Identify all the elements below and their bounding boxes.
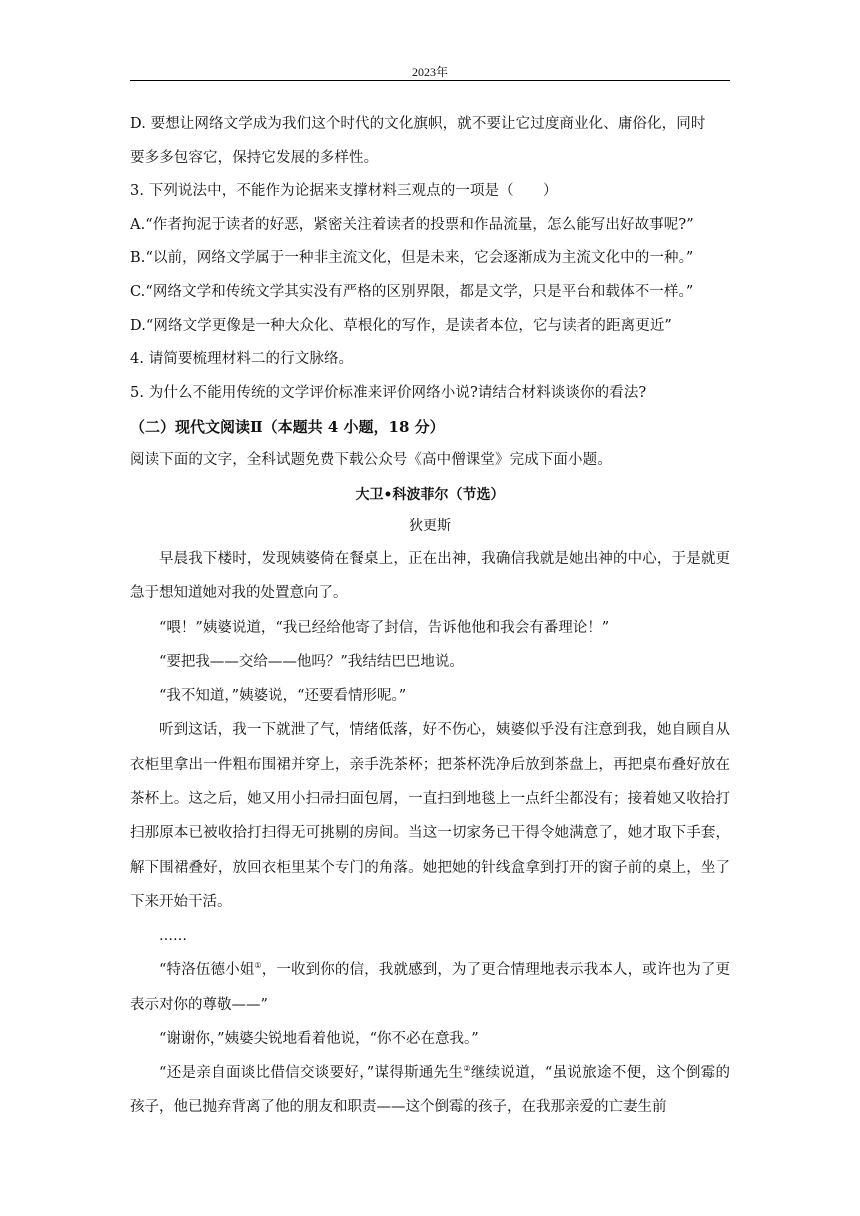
page-header: [130, 63, 730, 80]
passage-paragraph: 听到这话，我一下就泄了气，情绪低落，好不伤心，姨婆似乎没有注意到我，她自顾自从衣柜里拿出一件粗布围裙并穿上，亲手洗茶杯；把茶杯洗净后放到茶盘上，再把桌布叠好放在茶杯上。这之后，她又用小扫帚扫面包屑，一直扫到地毯上一点纤尘都没有；接着她又收拾打扫那原本已被收拾打扫得无可挑剔的房间。当这一切家务已干得令她满意了，她才取下手套，解下围裙叠好，放回衣柜里某个专门的角落。她把她的针线盒拿到打开的窗子前的桌上，坐了下来开始干活。: [130, 722, 730, 910]
passage-paragraph: “喂！”姨婆说道，“我已经给他寄了封信，告诉他他和我会有番理论！”: [159, 619, 610, 636]
section-title: （二）现代文阅读Ⅱ（本题共 4 小题，18 分）: [130, 418, 445, 437]
paragraph-text: ，一收到你的信，我就感到，为了更合情理地表示我本人，或许也为了更表示对你的尊敬——”: [130, 962, 730, 1013]
passage-title: 大卫•科波菲尔（节选）: [355, 486, 505, 503]
question-4: 4. 请简要梳理材料二的行文脉络。: [130, 351, 354, 368]
footnote-marker: ②: [463, 1064, 471, 1074]
paragraph-text: “特洛伍德小姐: [159, 962, 255, 979]
passage-author: 狄更斯: [409, 517, 451, 534]
passage-paragraph: 早晨我下楼时，发现姨婆倚在餐桌上，正在出神，我确信我就是她出神的中心，于是就更急于想知道她对我的处置意向了。: [130, 550, 730, 602]
question-3-option-d: D.“网络文学更像是一种大众化、草根化的写作，是读者本位，它与读者的距离更近”: [130, 317, 672, 334]
paragraph-text: 继续说道，“虽说旅途不便，这个倒霉的孩子，他已抛弃背离了他的朋友和职责——这个倒霉的孩子，在我那亲爱的亡妻生前: [130, 1065, 730, 1116]
header-rule: [130, 80, 730, 81]
question-5: 5. 为什么不能用传统的文学评价标准来评价网络小说?请结合材料谈谈你的看法?: [130, 384, 647, 401]
paragraph-text: “还是亲自面谈比借信交谈要好，”谋得斯通先生: [159, 1065, 464, 1082]
passage-ellipsis: ……: [159, 928, 187, 945]
question-3-option-c: C.“网络文学和传统文学其实没有严格的区别界限，都是文学，只是平台和载体不一样。”: [130, 283, 694, 300]
header-year: 2023年: [411, 65, 448, 79]
passage-paragraph: “我不知道，”姨婆说，“还要看情形呢。”: [159, 688, 407, 705]
question-3-option-b: B.“以前，网络文学属于一种非主流文化，但是未来，它会逐渐成为主流文化中的一种。”: [130, 250, 694, 267]
question-3: 3. 下列说法中，不能作为论据来支撑材料三观点的一项是（ ）: [130, 183, 558, 200]
question-2-option-d-line-1: D. 要想让网络文学成为我们这个时代的文化旗帜，就不要让它过度商业化、庸俗化，同时: [130, 116, 706, 132]
document-body: [130, 108, 730, 1125]
passage-paragraph: “谢谢你，”姨婆尖锐地看着他说，“你不必在意我。”: [159, 1030, 479, 1047]
section-instruction: 阅读下面的文字，全科试题免费下载公众号《高中僧课堂》完成下面小题。: [130, 452, 612, 469]
passage-paragraph: “要把我——交给——他吗？”我结结巴巴地说。: [159, 653, 464, 670]
question-3-option-a: A.“作者拘泥于读者的好恶，紧密关注着读者的投票和作品流量，怎么能写出好故事呢?”: [130, 216, 694, 233]
passage-paragraph: [130, 1056, 730, 1125]
footnote-marker: ①: [254, 961, 262, 971]
passage-paragraph: [130, 953, 730, 1022]
question-2-option-d-line-2: 要多多包容它，保持它发展的多样性。: [130, 149, 379, 166]
